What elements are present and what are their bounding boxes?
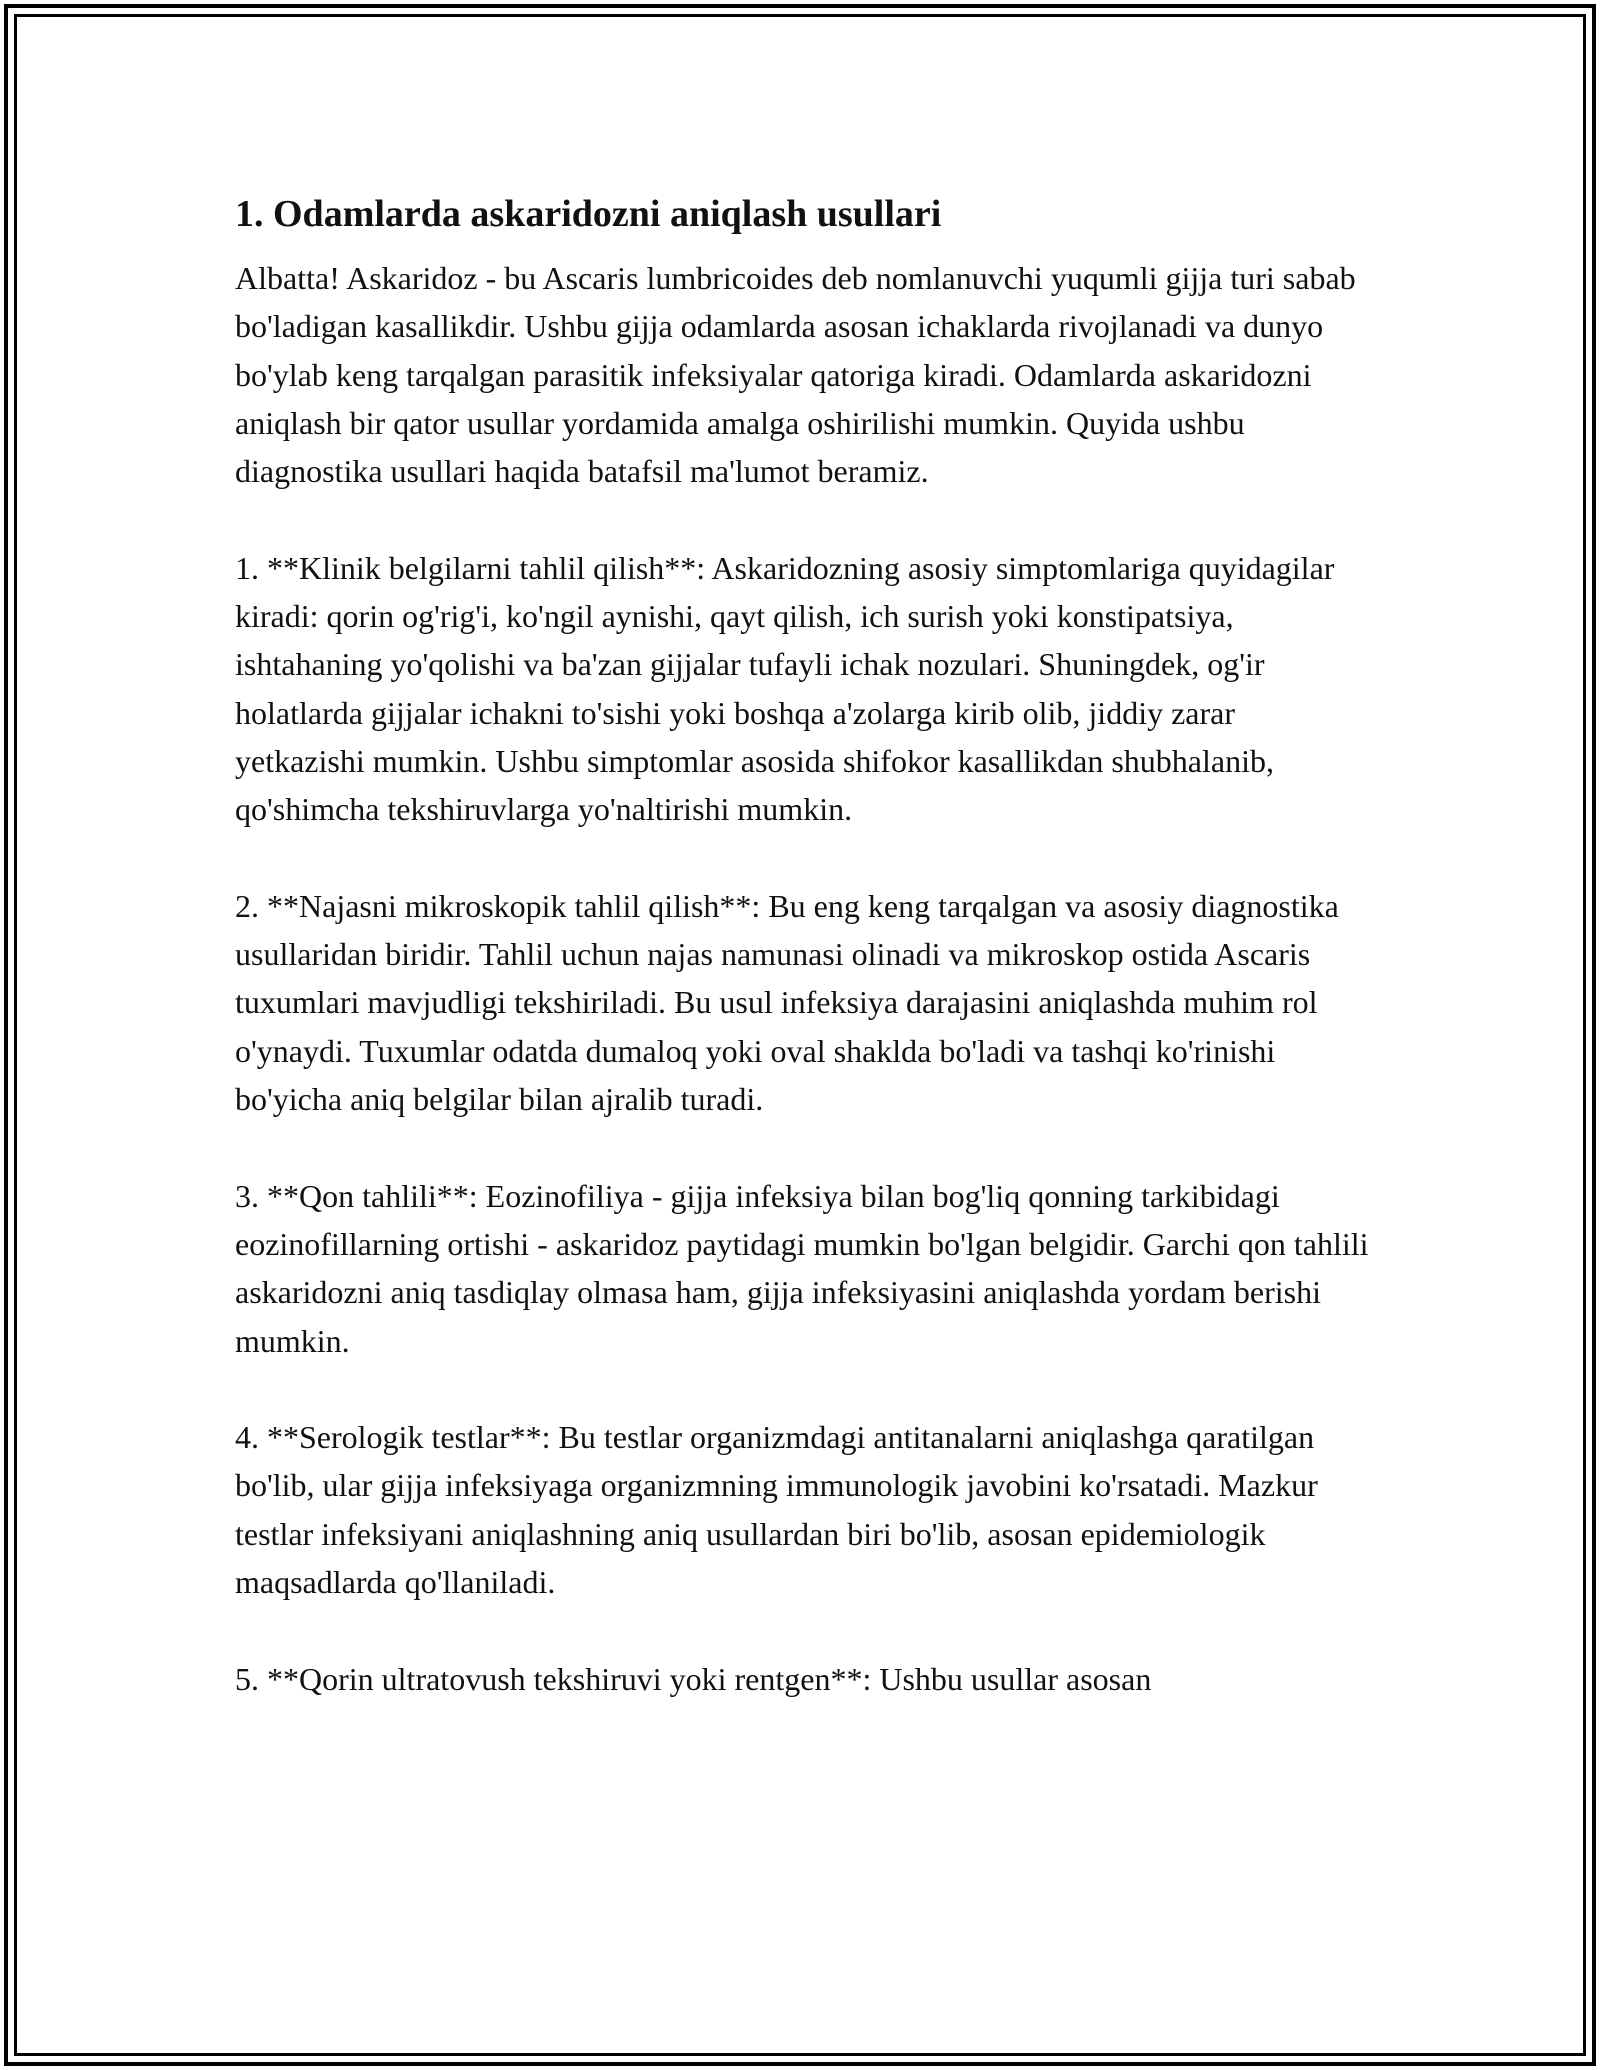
document-body [235,186,1370,1703]
paragraph-imaging: 5. **Qorin ultratovush tekshiruvi yoki rentgen**: Ushbu usullar asosan [235,1660,1152,1697]
paragraph-serology: 4. **Serologik testlar**: Bu testlar organizmdagi antitanalarni aniqlashga qaratilgan bo'lib, ular gijja infeksiyaga organizmning immunologik javobini ko'rsatadi. Mazkur testlar infeksiyani aniqlashning aniq usullardan biri bo'lib, asosan epidemiologik maqsadlarda qo'llaniladi. [235,1419,1318,1601]
paragraph-intro: Albatta! Askaridoz - bu Ascaris lumbricoides deb nomlanuvchi yuqumli gijja turi sabab bo'ladigan kasallikdir. Ushbu gijja odamlarda asosan ichaklarda rivojlanadi va dunyo bo'ylab keng tarqalgan parasitik infeksiyalar qatoriga kiradi. Odamlarda askaridozni aniqlash bir qator usullar yordamida amalga oshirilishi mumkin. Quyida ushbu diagnostika usullari haqida batafsil ma'lumot beramiz. [235,260,1356,490]
paragraph-clinical-signs: 1. **Klinik belgilarni tahlil qilish**: Askaridozning asosiy simptomlariga quyidagilar kiradi: qorin og'rig'i, ko'ngil aynishi, qayt qilish, ich surish yoki konstipatsiya, ishtahaning yo'qolishi va ba'zan gijjalar tufayli ichak nozulari. Shuningdek, og'ir holatlarda gijjalar ichakni to'sishi yoki boshqa a'zolarga kirib olib, jiddiy zarar yetkazishi mumkin. Ushbu simptomlar asosida shifokor kasallikdan shubhalanib, qo'shimcha tekshiruvlarga yo'naltirishi mumkin. [235,549,1335,828]
paragraph-stool-microscopy: 2. **Najasni mikroskopik tahlil qilish**: Bu eng keng tarqalgan va asosiy diagnostika usullaridan biridir. Tahlil uchun najas namunasi olinadi va mikroskop ostida Ascaris tuxumlari mavjudligi tekshiriladi. Bu usul infeksiya darajasini aniqlashda muhim rol o'ynaydi. Tuxumlar odatda dumaloq yoki oval shaklda bo'ladi va tashqi ko'rinishi bo'yicha aniq belgilar bilan ajralib turadi. [235,887,1339,1118]
paragraph-blood-test: 3. **Qon tahlili**: Eozinofiliya - gijja infeksiya bilan bog'liq qonning tarkibidagi eozinofillarning ortishi - askaridoz paytidagi mumkin bo'lgan belgidir. Garchi qon tahlili askaridozni aniq tasdiqlay olmasa ham, gijja infeksiyasini aniqlashda yordam berishi mumkin. [235,1177,1369,1359]
document-title: 1. Odamlarda askaridozni aniqlash usullari [235,193,942,235]
